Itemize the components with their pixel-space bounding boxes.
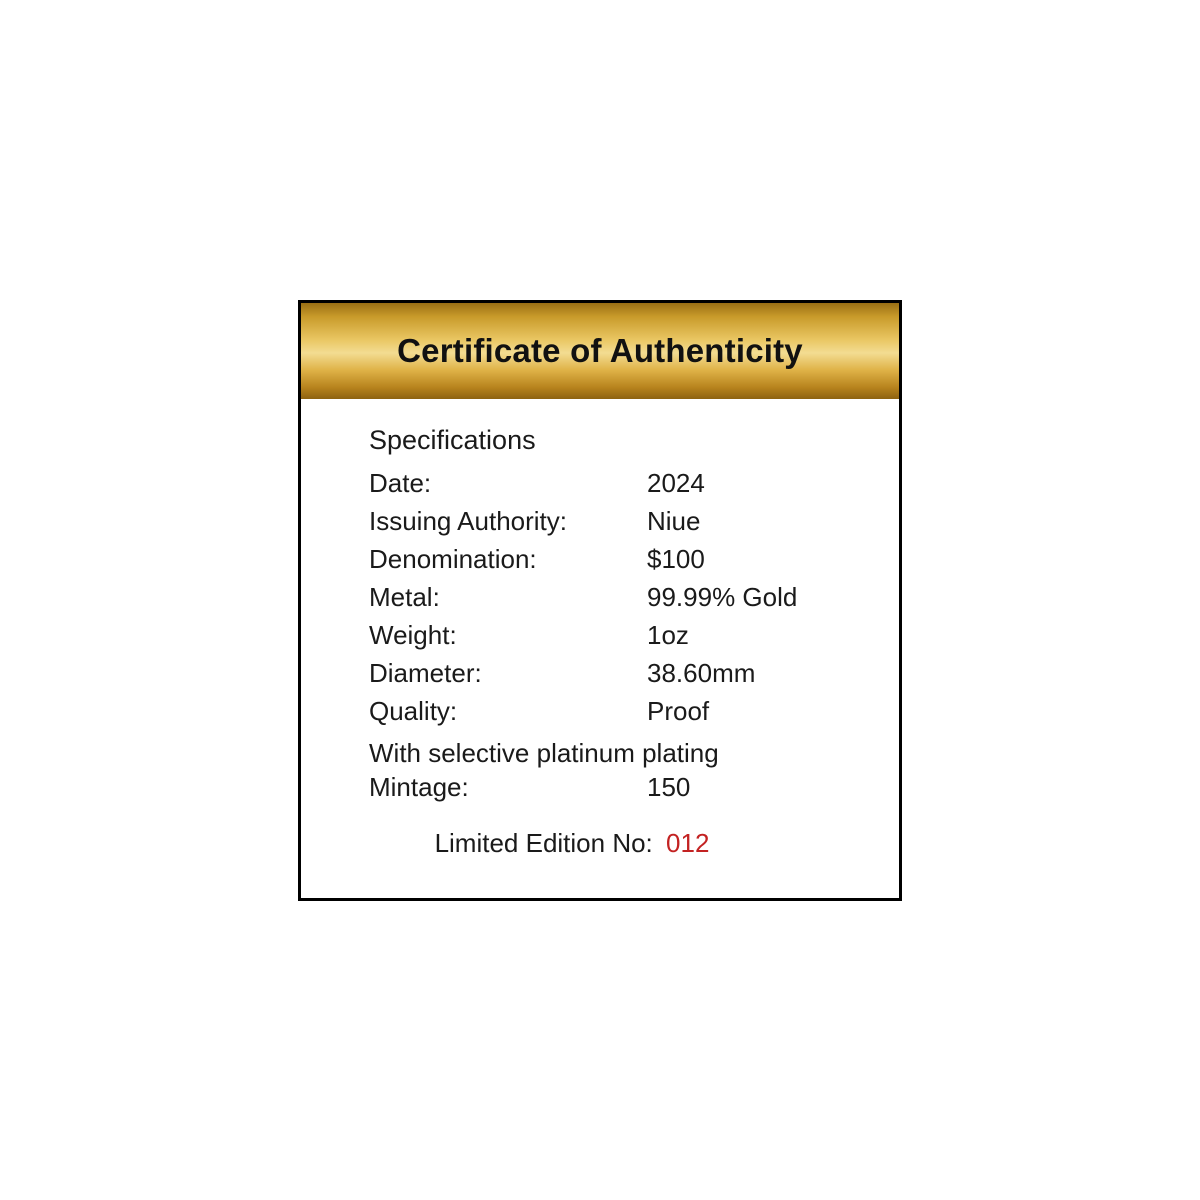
spec-value-weight: 1oz [647,620,689,650]
table-row [369,620,899,658]
platinum-plating-note: With selective platinum plating [369,738,719,768]
table-row [369,506,899,544]
specifications-table [301,468,899,810]
spec-value-date: 2024 [647,468,705,498]
certificate-title: Certificate of Authenticity [397,332,803,369]
spec-label-date: Date: [369,468,432,498]
limited-edition-number: 012 [666,828,710,858]
spec-label-denomination: Denomination: [369,544,537,574]
spec-value-quality: Proof [647,696,710,726]
spec-label-quality: Quality: [369,696,458,726]
spec-value-issuing-authority: Niue [647,506,701,536]
certificate-card [298,300,902,901]
table-row [369,658,899,696]
table-row [369,582,899,620]
spec-value-metal: 99.99% Gold [647,582,798,612]
specifications-heading: Specifications [369,425,536,455]
spec-value-diameter: 38.60mm [647,658,756,688]
spec-label-diameter: Diameter: [369,658,482,688]
limited-edition-label: Limited Edition No: [434,828,653,858]
spec-label-weight: Weight: [369,620,457,650]
table-row [369,468,899,506]
table-row [369,772,899,810]
spec-value-denomination: $100 [647,544,705,574]
certificate-header-banner [301,303,899,399]
certificate-body [301,399,899,898]
spec-label-metal: Metal: [369,582,440,612]
limited-edition-line [301,828,899,859]
table-row [369,696,899,734]
spec-label-issuing-authority: Issuing Authority: [369,506,567,536]
table-row [369,544,899,582]
spec-value-mintage: 150 [647,772,691,802]
spec-label-mintage: Mintage: [369,772,469,802]
